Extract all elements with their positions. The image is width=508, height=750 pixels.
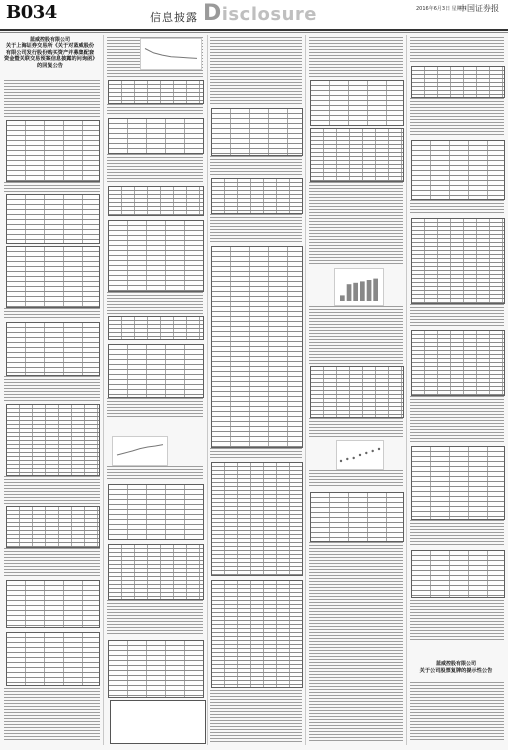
bar <box>373 279 378 301</box>
data-table <box>411 218 505 304</box>
text-block <box>309 542 403 742</box>
data-table <box>6 322 100 376</box>
data-table <box>108 544 204 600</box>
data-table <box>411 66 505 98</box>
scatter-chart <box>336 440 384 470</box>
masthead <box>0 0 508 30</box>
headline-line-3: 资金暨关联交易预案信息披露的问询函》 <box>4 56 98 62</box>
data-table <box>6 632 100 686</box>
data-table <box>211 178 303 214</box>
text-block <box>107 398 203 418</box>
section-title-rest: isclosure <box>221 4 317 25</box>
data-table <box>108 640 204 698</box>
column-divider <box>406 35 407 745</box>
masthead-rule <box>0 29 508 31</box>
scatter-chart-svg <box>337 441 383 469</box>
text-block <box>410 37 504 63</box>
data-table <box>411 550 505 598</box>
data-table <box>310 128 404 182</box>
text-block <box>210 156 302 176</box>
line-chart-1-svg <box>141 39 201 69</box>
bar <box>340 295 345 301</box>
section-title-initial: D <box>203 1 222 26</box>
text-block <box>410 396 504 442</box>
data-table <box>211 108 303 156</box>
column-divider <box>103 35 104 745</box>
text-block <box>309 306 403 364</box>
data-table <box>108 186 204 216</box>
text-block <box>107 154 203 184</box>
headline-line-1: 关于上海证券交易所《关于对蓝威股份 <box>5 43 95 49</box>
section-title-cn: 信息披露 <box>150 11 198 24</box>
point <box>359 454 361 456</box>
data-table <box>6 580 100 628</box>
data-table <box>6 246 100 308</box>
line-chart-2-svg <box>113 437 167 465</box>
text-block <box>410 200 504 214</box>
point <box>372 450 374 452</box>
bar <box>347 284 352 301</box>
section-title-en <box>203 1 317 26</box>
data-table <box>211 462 303 576</box>
text-block <box>107 600 203 636</box>
data-table <box>6 120 100 182</box>
text-block <box>410 600 504 640</box>
data-table <box>6 506 100 548</box>
text-block <box>210 214 302 242</box>
headline-company: 蓝威控股有限公司 <box>29 37 70 43</box>
headline-line-4: 的回复公告 <box>37 62 63 69</box>
page-number: B034 <box>6 2 57 23</box>
data-table <box>411 446 505 520</box>
text-block <box>4 80 100 118</box>
boxed-table <box>110 700 206 744</box>
text-block <box>309 37 403 77</box>
data-table <box>411 140 505 200</box>
text-block <box>4 688 100 742</box>
data-table <box>211 246 303 448</box>
bar-chart-svg <box>335 269 383 305</box>
point <box>340 460 342 462</box>
notice-title: 关于公司股票复牌的提示性公告 <box>419 668 493 674</box>
resumption-notice <box>410 661 502 675</box>
text-block <box>410 682 504 742</box>
text-block <box>4 308 100 320</box>
text-block <box>107 104 203 116</box>
data-table <box>6 194 100 244</box>
masthead-rule-thin <box>0 32 508 33</box>
data-table <box>108 118 204 154</box>
data-table <box>108 316 204 340</box>
data-table <box>211 580 303 688</box>
point <box>353 457 355 459</box>
data-table <box>310 80 404 126</box>
text-block <box>107 466 203 480</box>
text-block <box>210 448 302 458</box>
text-block <box>4 182 100 192</box>
column-divider <box>305 35 306 745</box>
text-block <box>210 690 302 742</box>
newspaper-name: 中国证券报 <box>459 4 499 13</box>
bar <box>367 280 372 301</box>
column-divider <box>207 35 208 745</box>
data-table <box>310 492 404 542</box>
series-line <box>117 445 163 455</box>
text-block <box>107 292 203 314</box>
data-table <box>6 404 100 476</box>
bar <box>360 281 365 301</box>
text-block <box>4 376 100 402</box>
trend-chart-1 <box>140 38 202 70</box>
text-block <box>309 470 403 488</box>
trend-chart-2 <box>112 436 168 466</box>
point <box>365 452 367 454</box>
text-block <box>410 304 504 328</box>
bar <box>353 283 358 301</box>
text-block <box>4 476 100 504</box>
text-block <box>309 418 403 438</box>
data-table <box>108 80 204 104</box>
point <box>346 458 348 460</box>
headline <box>4 37 96 77</box>
headline-line-2: 有限公司发行股份购买资产并募集配套 <box>5 49 95 56</box>
text-block <box>410 98 504 136</box>
data-table <box>108 344 204 398</box>
text-block <box>4 548 100 578</box>
bar-chart <box>334 268 384 306</box>
data-table <box>411 330 505 396</box>
data-table <box>310 366 404 418</box>
point <box>378 448 380 450</box>
series-line <box>145 49 197 59</box>
text-block <box>309 182 403 264</box>
text-block <box>410 520 504 546</box>
data-table <box>108 220 204 292</box>
notice-company: 蓝威控股有限公司 <box>435 661 476 667</box>
issue-date: 2016年6月3日 星期五 <box>416 6 467 12</box>
text-block <box>210 37 302 105</box>
data-table <box>108 484 204 540</box>
